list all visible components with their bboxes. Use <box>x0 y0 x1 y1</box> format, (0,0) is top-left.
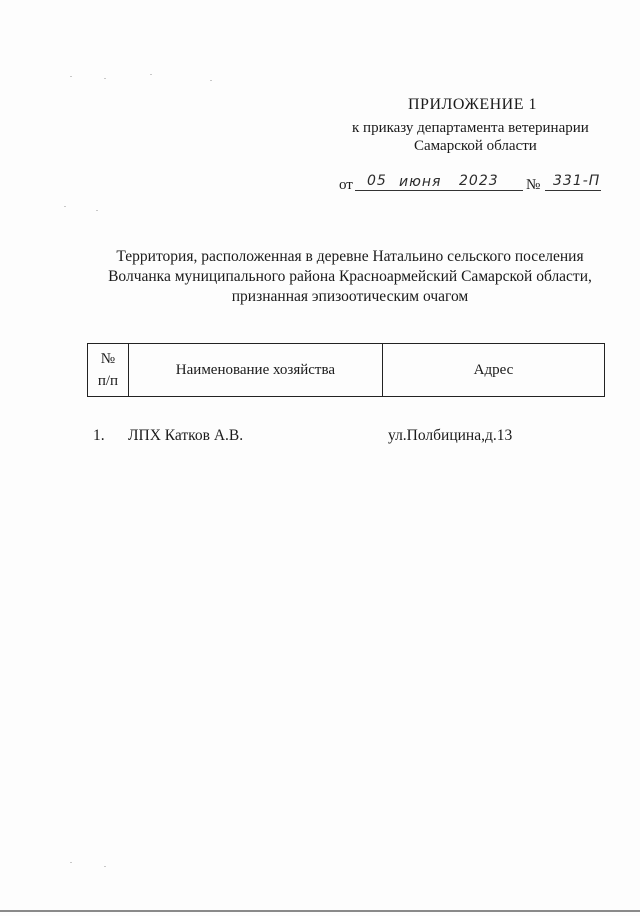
registry-table-header <box>87 343 605 397</box>
heading-line-3: признанная эпизоотическим очагом <box>231 288 469 305</box>
date-month: июня <box>399 174 442 190</box>
column-header-number-abbr: п/п <box>97 373 119 389</box>
handwritten-date <box>355 173 523 191</box>
order-number-label: № <box>526 177 541 193</box>
scan-speck <box>104 866 106 867</box>
table-header-row <box>88 344 605 397</box>
row-number: 1. <box>93 427 105 444</box>
scan-speck <box>64 206 66 207</box>
row-address: ул.Полбицина,д.13 <box>388 427 513 444</box>
scan-speck <box>150 74 152 75</box>
order-number: 331-П <box>553 173 601 189</box>
heading-line-2: Волчанка муниципального района Красноармейский Самарской области, <box>108 268 592 285</box>
scan-speck <box>210 80 212 81</box>
scan-speck <box>70 76 72 77</box>
handwritten-order-number <box>545 173 601 191</box>
appendix-region: Самарской области <box>414 138 537 154</box>
heading-line-1: Территория, расположенная в деревне Натальино сельского поселения <box>116 248 584 265</box>
scan-speck <box>104 78 106 79</box>
scan-bottom-edge <box>0 910 640 912</box>
date-day: 05 <box>367 173 387 189</box>
scan-speck <box>70 862 72 863</box>
date-from-label: от <box>339 177 353 193</box>
appendix-order-reference: к приказу департамента ветеринарии <box>352 120 589 136</box>
scan-speck <box>96 210 98 211</box>
date-year: 2023 <box>459 173 499 189</box>
appendix-title: ПРИЛОЖЕНИЕ 1 <box>408 96 538 113</box>
column-header-number <box>88 344 129 397</box>
row-farm-name: ЛПХ Катков А.В. <box>128 427 244 444</box>
column-header-name: Наименование хозяйства <box>128 344 382 397</box>
document-heading <box>60 247 640 307</box>
column-header-number-sign: № <box>100 351 116 367</box>
column-header-address: Адрес <box>382 344 604 397</box>
